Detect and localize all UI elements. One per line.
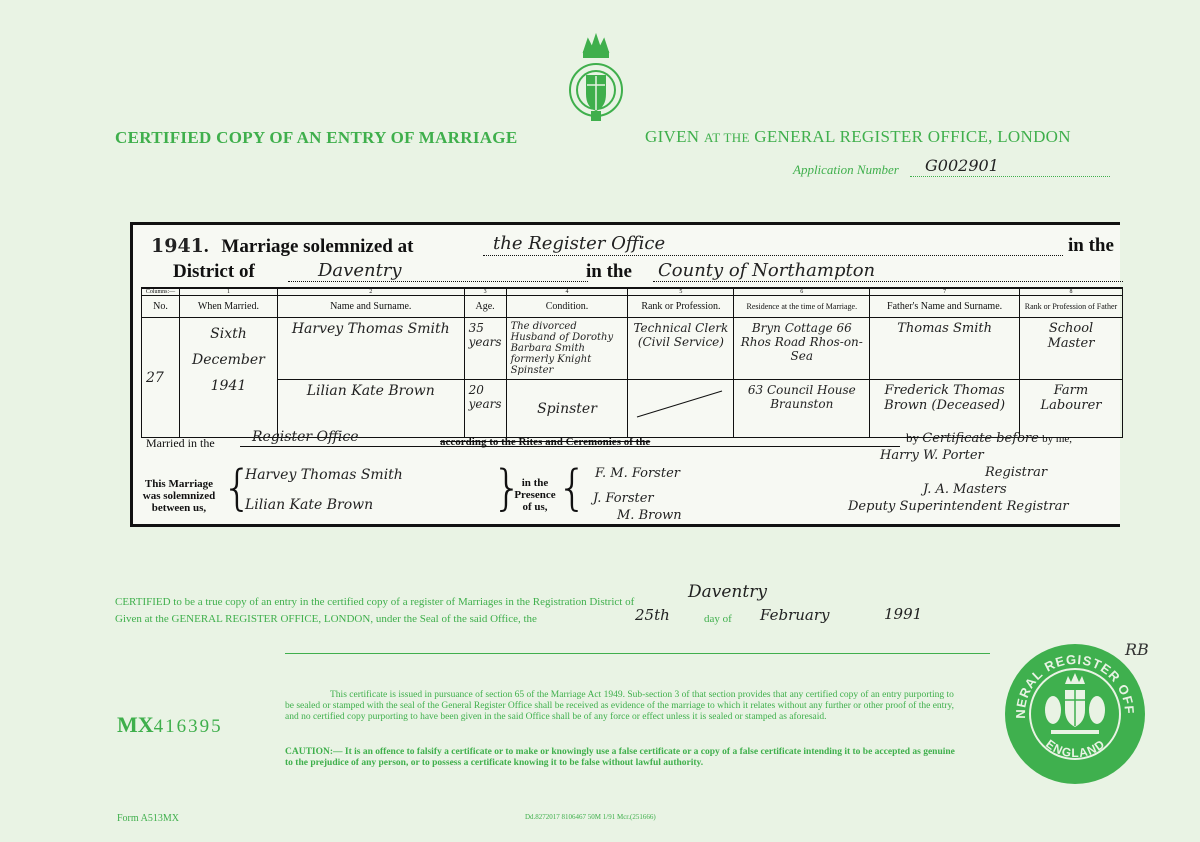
- column-number-row: [142, 288, 1123, 296]
- rites-label: according to the Rites and Ceremonies of the: [440, 436, 651, 448]
- solemnized-between-label: This Marriage was solemnized between us,: [142, 478, 216, 514]
- groom-age: 35 years: [464, 318, 506, 380]
- seal-bottom-text: ENGLAND: [1043, 736, 1108, 761]
- bride-father-rank: Farm Labourer: [1020, 380, 1123, 438]
- by-value: Certificate before: [922, 431, 1039, 446]
- groom-father-rank: School Master: [1020, 318, 1123, 380]
- given-label: GIVEN: [645, 127, 700, 146]
- certified-month: February: [760, 606, 830, 624]
- registrar-title: Registrar: [985, 465, 1048, 480]
- marriage-place: the Register Office: [493, 233, 666, 254]
- column-number: 6: [734, 288, 870, 296]
- certificate-serial: [117, 712, 223, 738]
- issuing-office: [645, 127, 1071, 147]
- bride-condition: Spinster: [506, 380, 628, 438]
- left-brace-icon: {: [222, 460, 253, 516]
- groom-father: Thomas Smith: [870, 318, 1020, 380]
- presence-brace-icon: {: [557, 460, 588, 516]
- bride-father: Frederick Thomas Brown (Deceased): [870, 380, 1020, 438]
- entry-number: 27: [142, 318, 180, 438]
- by-me-label: by me,: [1042, 433, 1073, 445]
- groom-name: Harvey Thomas Smith: [277, 318, 464, 380]
- application-number-value: G002901: [925, 156, 999, 175]
- column-number: 7: [870, 288, 1020, 296]
- application-number-line: [910, 176, 1110, 177]
- office-name: GENERAL REGISTER OFFICE, LONDON: [754, 127, 1071, 146]
- col-header-father: Father's Name and Surname.: [870, 296, 1020, 318]
- place-line: [483, 255, 1063, 256]
- col-header-no: No.: [142, 296, 180, 318]
- register-year-row: 1941. Marriage solemnized at: [151, 235, 414, 257]
- in-the-label-2: in the: [586, 261, 632, 282]
- royal-crest-icon: [566, 30, 626, 135]
- column-number: 4: [506, 288, 628, 296]
- caution-label: CAUTION:—: [285, 747, 343, 757]
- given-at-statement: Given at the GENERAL REGISTER OFFICE, LONDON, under the Seal of the said Office, the: [115, 613, 537, 625]
- married-day: Sixth: [210, 326, 247, 342]
- column-number: 1: [179, 288, 277, 296]
- by-certificate: [906, 430, 1072, 446]
- at-the-label: AT THE: [703, 130, 750, 145]
- district-label: District of: [173, 261, 255, 282]
- col-header-name: Name and Surname.: [277, 296, 464, 318]
- groom-residence: Bryn Cottage 66 Rhos Road Rhos-on-Sea: [734, 318, 870, 380]
- married-in-value: Register Office: [252, 429, 359, 445]
- groom-condition: The divorced Husband of Dorothy Barbara Smith formerly Knight Spinster: [506, 318, 628, 380]
- legal-notice: This certificate is issued in pursuance of section 65 of the Marriage Act 1949. Sub-section 3 of that section provides that any certified copy of an entry purporting to be sealed or stamped with the seal of the General Register Office shall be received as evidence of the marriage to which it relates without any further or other proof of the entry, and no certified copy purporting to have been given in the said Office shall be of any force or effect unless it is sealed or stamped as aforesaid.: [285, 690, 954, 722]
- party1-signature: Harvey Thomas Smith: [245, 467, 403, 483]
- col-header-rank: Rank or Profession.: [628, 296, 734, 318]
- married-month: December: [192, 352, 265, 368]
- column-header-row: [142, 296, 1123, 318]
- print-code: Dd.8272017 8106467 50M 1/91 Mcr.(251666): [525, 813, 656, 821]
- columns-label: Columns:—: [142, 288, 180, 296]
- when-married-cell: [179, 318, 277, 438]
- deputy-title: Deputy Superintendent Registrar: [848, 499, 1069, 514]
- col-header-father-rank: Rank or Profession of Father: [1020, 296, 1123, 318]
- caution-text: It is an offence to falsify a certificate or to make or knowingly use a false certificate or a copy of a false certificate intending it to be accepted as genuine to the prejudice of any person, or to possess a certificate knowing it to be false without lawful authority.: [285, 747, 955, 768]
- district-line: [288, 281, 588, 282]
- registrar-signature: Harry W. Porter: [880, 448, 984, 463]
- bride-age: 20 years: [464, 380, 506, 438]
- presence-label: in the Presence of us,: [514, 477, 556, 513]
- married-year: 1941: [210, 378, 247, 394]
- application-number-label: Application Number: [793, 162, 899, 177]
- register-table: [141, 287, 1123, 438]
- deputy-signature: J. A. Masters: [923, 482, 1007, 497]
- form-number: Form A513MX: [117, 813, 179, 824]
- col-header-age: Age.: [464, 296, 506, 318]
- cancel-stroke: [632, 383, 728, 423]
- witness1-signature: F. M. Forster: [595, 466, 680, 481]
- register-year: 1941: [151, 235, 204, 257]
- right-brace-icon: }: [492, 460, 523, 516]
- witness2-signature: J. Forster: [593, 491, 654, 506]
- general-register-office-seal-icon: [1003, 642, 1148, 787]
- certified-statement: CERTIFIED to be a true copy of an entry in the certified copy of a register of Marriages in the Registration District of: [115, 596, 635, 608]
- caution-notice: [285, 747, 955, 769]
- county-line: [653, 281, 1123, 282]
- column-number: 8: [1020, 288, 1123, 296]
- certified-district: Daventry: [688, 582, 767, 602]
- col-header-when-married: When Married.: [179, 296, 277, 318]
- certificate-title: CERTIFIED COPY OF AN ENTRY OF MARRIAGE: [115, 128, 518, 147]
- bride-rank: [628, 380, 734, 438]
- married-in-label: Married in the: [146, 436, 215, 450]
- table-row: [142, 318, 1123, 380]
- certified-year: 1991: [884, 605, 923, 623]
- serial-number: 416395: [153, 716, 223, 737]
- county-value: County of Northampton: [658, 260, 876, 281]
- column-number: 2: [277, 288, 464, 296]
- district-value: Daventry: [318, 260, 402, 281]
- bride-residence: 63 Council House Braunston: [734, 380, 870, 438]
- column-number: 3: [464, 288, 506, 296]
- by-label: by: [906, 430, 919, 445]
- serial-prefix: MX: [117, 712, 154, 737]
- party2-signature: Lilian Kate Brown: [245, 497, 374, 513]
- witness3-signature: M. Brown: [617, 508, 682, 523]
- bride-name: Lilian Kate Brown: [277, 380, 464, 438]
- seal-top-text: NERAL REGISTER OFF: [1012, 651, 1138, 719]
- column-number: 5: [628, 288, 734, 296]
- col-header-residence: Residence at the time of Marriage.: [734, 296, 870, 318]
- in-the-label: in the: [1068, 235, 1114, 256]
- solemnized-label: Marriage solemnized at: [221, 236, 414, 257]
- day-of-label: day of: [704, 613, 732, 625]
- groom-rank: Technical Clerk (Civil Service): [628, 318, 734, 380]
- certified-day: 25th: [635, 606, 670, 624]
- col-header-condition: Condition.: [506, 296, 628, 318]
- officer-initials: RB: [1125, 640, 1149, 659]
- signature-line: [285, 653, 990, 654]
